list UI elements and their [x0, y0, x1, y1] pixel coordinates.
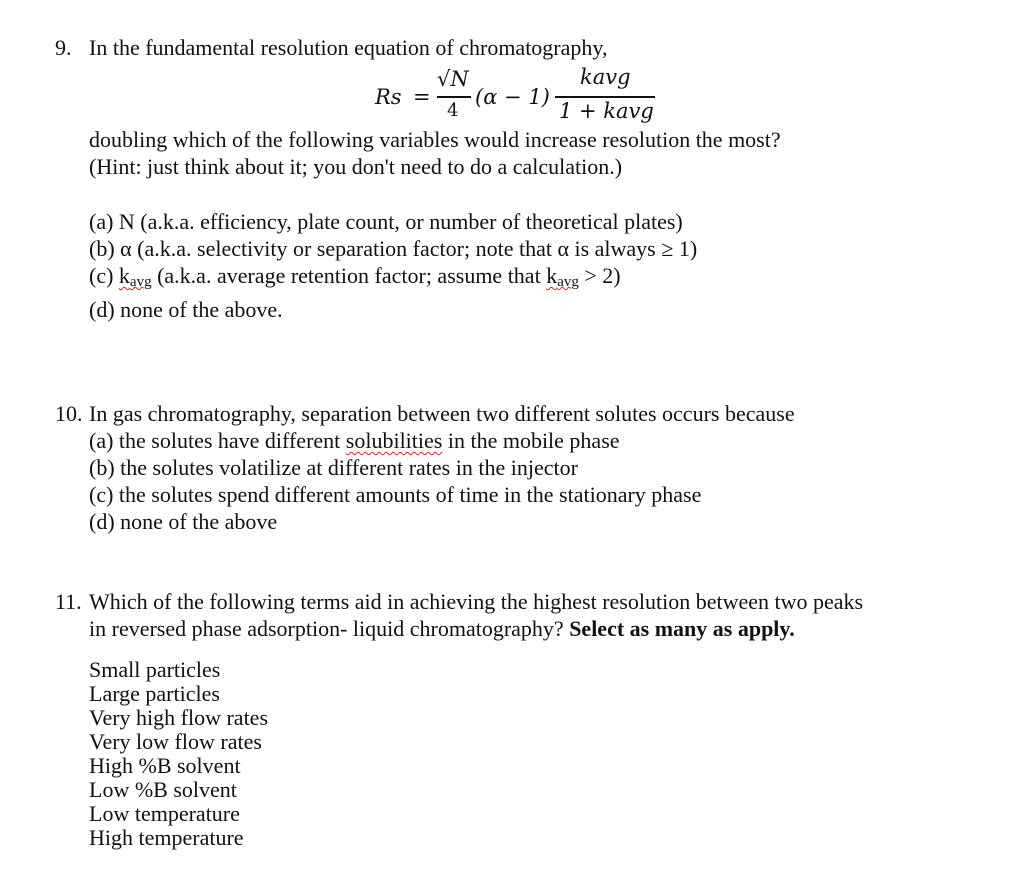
kavg-symbol	[119, 263, 152, 288]
choice-item: Very high flow rates	[89, 705, 269, 730]
question-9-options	[55, 208, 995, 323]
option-b: (b) the solutes volatilize at different rates in the injector	[89, 455, 578, 480]
option-c-prefix: (c)	[89, 263, 119, 288]
eq-kavg-numerator: kavg	[580, 65, 631, 89]
option-a-suffix: in the mobile phase	[442, 428, 620, 453]
option-a	[55, 427, 995, 454]
question-11	[55, 588, 995, 642]
option-c-middle: (a.k.a. average retention factor; assume that	[151, 263, 547, 288]
question-stem: In the fundamental resolution equation of chromatography,	[89, 35, 608, 60]
question-9-stem-row	[55, 34, 995, 61]
eq-denominator-4: 4	[447, 100, 459, 121]
question-number: 10.	[55, 401, 83, 426]
question-number: 9.	[55, 35, 72, 60]
option-a-prefix: (a) the solutes have different	[89, 428, 346, 453]
kavg-symbol-2	[546, 263, 579, 288]
option-a: (a) N (a.k.a. efficiency, plate count, or number of theoretical plates)	[89, 209, 683, 234]
choice-item: Small particles	[89, 657, 221, 682]
choice-item: Low temperature	[89, 801, 240, 826]
choice-item: High %B solvent	[89, 753, 241, 778]
choice-item: High temperature	[89, 825, 244, 850]
question-stem: In gas chromatography, separation between two different solutes occurs because	[89, 401, 795, 426]
k-letter-2: k	[546, 263, 558, 288]
question-10-stem-row	[55, 400, 995, 427]
eq-alpha-term: (α − 1)	[475, 85, 550, 109]
option-d: (d) none of the above.	[89, 297, 283, 322]
eq-equals: =	[413, 85, 431, 109]
option-c: (c) the solutes spend different amounts of time in the stationary phase	[89, 482, 702, 507]
question-9	[55, 34, 995, 61]
question-9-hint: (Hint: just think about it; you don't need to do a calculation.)	[89, 154, 623, 179]
question-number: 11.	[55, 589, 82, 614]
question-9-body	[55, 126, 995, 180]
choice-item: Low %B solvent	[89, 777, 237, 802]
option-c-suffix: > 2)	[578, 263, 621, 288]
k-subscript-2: avg	[557, 274, 579, 290]
eq-sqrt-n: √N	[437, 67, 469, 91]
option-b: (b) α (a.k.a. selectivity or separation factor; note that α is always ≥ 1)	[89, 236, 698, 261]
stem-text: in reversed phase adsorption- liquid chromatography?	[89, 616, 570, 641]
choice-item: Very low flow rates	[89, 729, 262, 754]
question-11-choices	[55, 658, 995, 850]
option-c	[55, 262, 995, 296]
question-9-line2: doubling which of the following variables would increase resolution the most?	[89, 127, 781, 152]
option-d: (d) none of the above	[89, 509, 278, 534]
resolution-equation	[375, 60, 665, 132]
misspelled-word: solubilities	[345, 428, 443, 453]
question-10	[55, 400, 995, 535]
k-subscript: avg	[129, 274, 152, 290]
instruction-bold: Select as many as apply.	[569, 616, 795, 641]
question-stem-line1: Which of the following terms aid in achieving the highest resolution between two peaks	[89, 589, 864, 614]
question-11-stem-row	[55, 588, 995, 615]
eq-lhs: Rs	[375, 85, 402, 109]
eq-kavg-denominator: 1 + kavg	[559, 99, 654, 123]
k-letter: k	[118, 263, 130, 288]
question-stem-line2	[55, 615, 995, 642]
choice-item: Large particles	[89, 681, 220, 706]
